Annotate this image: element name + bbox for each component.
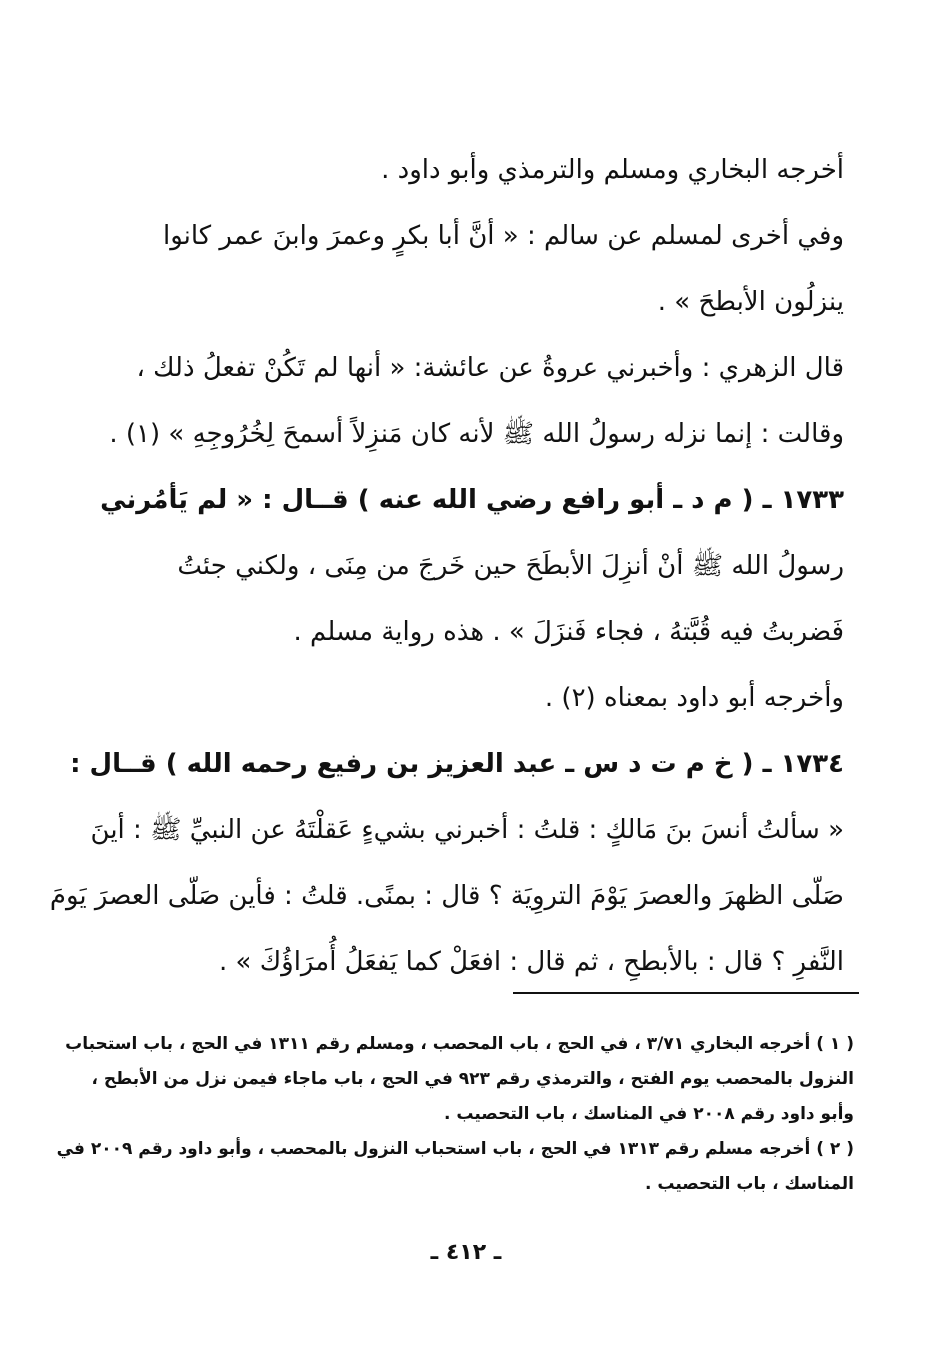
hadith-1734-heading: ١٧٣٤ ـ ( خ م ت د س ـ عبد العزيز بن رفيع رحمه الله ) قــال : — [70, 749, 844, 780]
body-line-3: ينزلُون الأبطحَ » . — [657, 287, 844, 318]
footnote-line-4: ( ٢ ) أخرجه مسلم رقم ١٣١٣ في الحج ، باب استحباب النزول بالمحصب ، وأبو داود رقم ٢٠٠٩ في — [56, 1138, 854, 1159]
body-line-1: أخرجه البخاري ومسلم والترمذي وأبو داود . — [381, 155, 844, 186]
footnote-line-5: المناسك ، باب التحصيب . — [644, 1173, 854, 1194]
footnotes — [56, 1026, 854, 1201]
footnote-line-3: وأبو داود رقم ٢٠٠٨ في المناسك ، باب التحصيب . — [444, 1103, 854, 1124]
footnote-line-1: ( ١ ) أخرجه البخاري ٣/٧١ ، في الحج ، باب المحصب ، ومسلم رقم ١٣١١ في الحج ، باب استحباب — [65, 1033, 854, 1054]
page-number: ـ ٤١٢ ـ — [430, 1240, 502, 1265]
body-line-7: رسولُ الله ﷺ أنْ أنزِلَ الأبطَحَ حين خَرجَ من مِنَى ، ولكني جئتُ — [177, 551, 844, 582]
body-line-2: وفي أخرى لمسلم عن سالم : « أنَّ أبا بكرٍ وعمرَ وابنَ عمر كانوا — [162, 221, 844, 252]
body-line-9: وأخرجه أبو داود بمعناه (٢) . — [544, 683, 844, 714]
footnote-line-2: النزول بالمحصب يوم الفتح ، والترمذي رقم ٩٢٣ في الحج ، باب ماجاء فيمن نزل من الأبطح ، — [91, 1068, 854, 1089]
body-line-11: « سألتُ أنسَ بنَ مَالكٍ : قلتُ : أخبرني بشيءٍ عَقلْتَهُ عن النبيِّ ﷺ : أينَ — [90, 815, 844, 846]
main-text — [49, 138, 844, 996]
body-line-8: فَضربتُ فيه قُبَّتهُ ، فجاء فَنزَلَ » . هذه رواية مسلم . — [293, 617, 844, 648]
footnote-divider — [513, 992, 859, 994]
body-line-4: قال الزهري : وأخبرني عروةُ عن عائشة: « أنها لم تَكُنْ تفعلُ ذلك ، — [136, 353, 844, 384]
body-line-5: وقالت : إنما نزله رسولُ الله ﷺ لأنه كان مَنزِلاً أسمحَ لِخُرُوجِهِ » (١) . — [109, 419, 844, 450]
body-line-12: صَلّى الظهرَ والعصرَ يَوْمَ التروِيَة ؟ قال : بمنًى. قلتُ : فأين صَلّى العصرَ يَومَ — [49, 881, 844, 912]
hadith-1733-heading: ١٧٣٣ ـ ( م د ـ أبو رافع رضي الله عنه ) قــال : « لم يَأمُرني — [100, 485, 844, 516]
body-line-13: النَّفرِ ؟ قال : بالأبطحِ ، ثم قال : افعَلْ كما يَفعَلُ أُمرَاؤُكَ » . — [219, 947, 844, 978]
